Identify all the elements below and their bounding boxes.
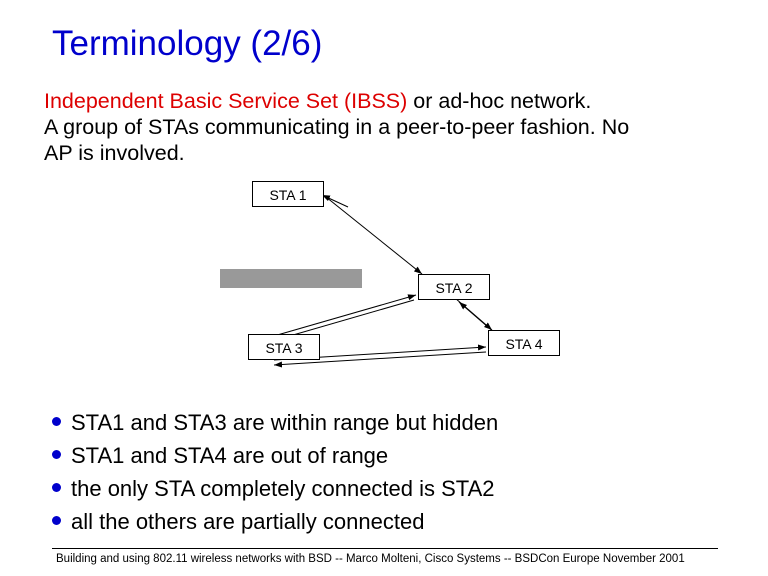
body-line-1 [44, 88, 744, 114]
lead-emphasis: Independent Basic Service Set (IBSS) [44, 89, 408, 113]
list-item-label: STA1 and STA4 are out of range [71, 443, 389, 468]
list-item [52, 507, 732, 537]
node-sta-3 [248, 334, 320, 360]
bullet-dot-icon [52, 417, 61, 426]
body-line-3: AP is involved. [44, 141, 185, 165]
node-sta-2 [418, 274, 490, 300]
footer-divider [52, 548, 718, 549]
lead-remainder: or ad-hoc network. [407, 89, 592, 113]
bullet-list [52, 408, 732, 540]
list-item [52, 408, 732, 438]
node-label: STA 2 [435, 280, 473, 296]
body-text [44, 88, 744, 166]
bullet-dot-icon [52, 516, 61, 525]
node-label: STA 3 [265, 340, 303, 356]
page-title: Terminology (2/6) [52, 24, 323, 63]
node-sta-4 [488, 330, 560, 356]
bullet-dot-icon [52, 450, 61, 459]
footer-text: Building and using 802.11 wireless networks with BSD -- Marco Molteni, Cisco Systems -- BSDCon Europe November 2001 [56, 553, 685, 565]
node-label: STA 1 [269, 187, 307, 203]
node-sta-1 [252, 181, 324, 207]
node-label: STA 4 [505, 336, 543, 352]
list-item [52, 474, 732, 504]
body-line-2: A group of STAs communicating in a peer-to-peer fashion. No [44, 115, 630, 139]
list-item-label: all the others are partially connected [71, 509, 425, 534]
list-item-label: the only STA completely connected is STA2 [71, 476, 495, 501]
gray-bar [220, 269, 362, 288]
bullet-dot-icon [52, 483, 61, 492]
list-item [52, 441, 732, 471]
ibss-diagram [200, 170, 620, 385]
list-item-label: STA1 and STA3 are within range but hidden [71, 410, 499, 435]
